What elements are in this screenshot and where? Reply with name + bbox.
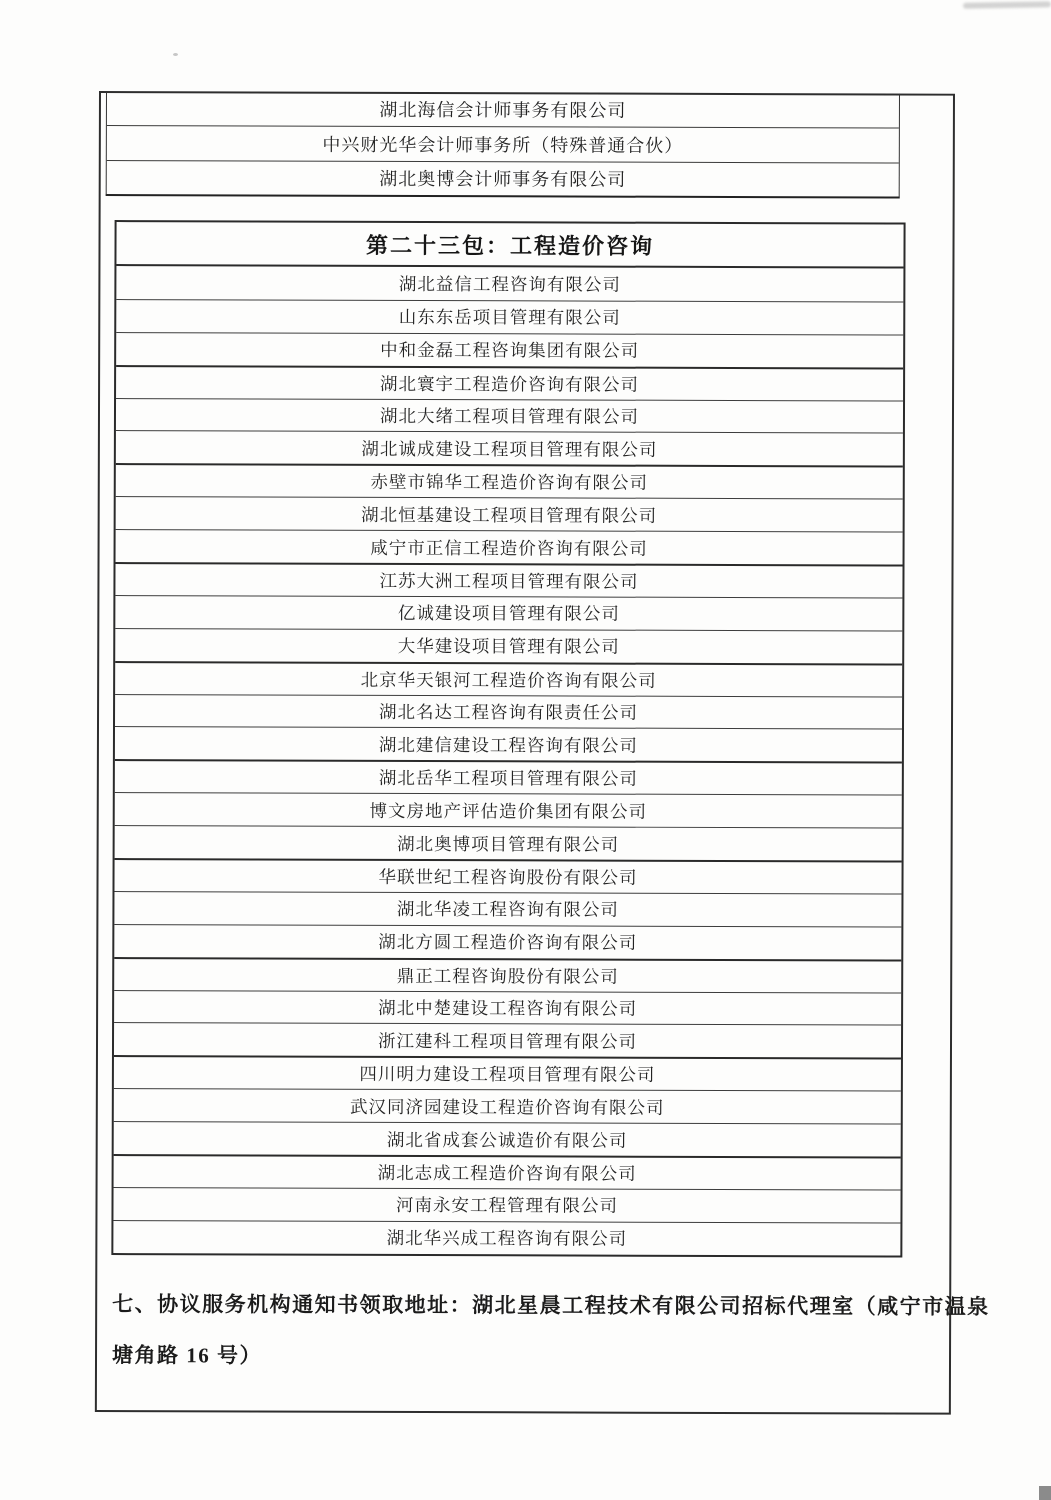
company-row: 北京华天银河工程造价咨询有限公司 xyxy=(115,661,902,696)
company-row: 湖北大绪工程项目管理有限公司 xyxy=(116,398,903,433)
company-row: 鼎正工程咨询股份有限公司 xyxy=(114,957,901,992)
footer-note xyxy=(111,1279,990,1384)
company-row: 赤壁市锦华工程造价咨询有限公司 xyxy=(116,463,903,498)
company-row: 博文房地产评估造价集团有限公司 xyxy=(115,792,902,827)
company-row: 湖北建信建设工程咨询有限公司 xyxy=(115,727,902,762)
company-row: 山东东岳项目管理有限公司 xyxy=(116,299,903,334)
company-row: 湖北诚成建设工程项目管理有限公司 xyxy=(116,431,903,466)
footer-note-line: 七、协议服务机构通知书领取地址：湖北星晨工程技术有限公司招标代理室（咸宁市温泉 xyxy=(112,1292,990,1319)
company-row: 湖北寰宇工程造价咨询有限公司 xyxy=(116,365,903,400)
company-row: 湖北海信会计师事务有限公司 xyxy=(379,99,627,121)
company-row: 湖北省成套公诚造价有限公司 xyxy=(114,1121,901,1156)
accounting-firms-table xyxy=(106,91,900,199)
company-row: 湖北中楚建设工程咨询有限公司 xyxy=(114,990,901,1025)
company-row: 湖北华兴成工程咨询有限公司 xyxy=(113,1220,900,1255)
company-row: 湖北名达工程咨询有限责任公司 xyxy=(115,694,902,729)
document-border-frame xyxy=(95,91,990,1415)
scan-artifact-smudge xyxy=(963,1,1051,9)
company-row: 咸宁市正信工程造价咨询有限公司 xyxy=(116,529,903,564)
company-row: 湖北岳华工程项目管理有限公司 xyxy=(115,759,902,794)
company-row: 湖北志成工程造价咨询有限公司 xyxy=(114,1154,901,1189)
scan-artifact-corner-mark xyxy=(1039,1486,1051,1500)
company-row: 武汉同济园建设工程造价咨询有限公司 xyxy=(114,1088,901,1123)
package-23-table-body xyxy=(113,266,903,1255)
package-23-table xyxy=(111,220,905,1257)
company-row: 湖北奥博项目管理有限公司 xyxy=(115,825,902,860)
company-row: 中兴财光华会计师事务所（特殊普通合伙） xyxy=(107,125,899,162)
company-row: 亿诚建设项目管理有限公司 xyxy=(115,595,902,630)
company-row: 中和金磊工程咨询集团有限公司 xyxy=(116,332,903,367)
footer-note-line: 塘角路 16 号） xyxy=(111,1343,263,1368)
company-row: 江苏大洲工程项目管理有限公司 xyxy=(115,562,902,597)
package-23-header: 第二十三包：工程造价咨询 xyxy=(116,222,903,268)
company-row: 湖北益信工程咨询有限公司 xyxy=(398,273,621,295)
company-row: 湖北恒基建设工程项目管理有限公司 xyxy=(116,496,903,531)
company-row: 湖北方圆工程造价咨询有限公司 xyxy=(114,924,901,959)
company-row: 河南永安工程管理有限公司 xyxy=(113,1187,900,1222)
company-row: 湖北奥博会计师事务有限公司 xyxy=(107,160,899,197)
company-row: 湖北华凌工程咨询有限公司 xyxy=(114,891,901,926)
company-row: 大华建设项目管理有限公司 xyxy=(115,628,902,663)
company-row: 四川明力建设工程项目管理有限公司 xyxy=(114,1055,901,1090)
company-row: 华联世纪工程咨询股份有限公司 xyxy=(114,858,901,893)
scan-artifact-speck xyxy=(173,53,178,56)
company-row: 浙江建科工程项目管理有限公司 xyxy=(114,1023,901,1058)
